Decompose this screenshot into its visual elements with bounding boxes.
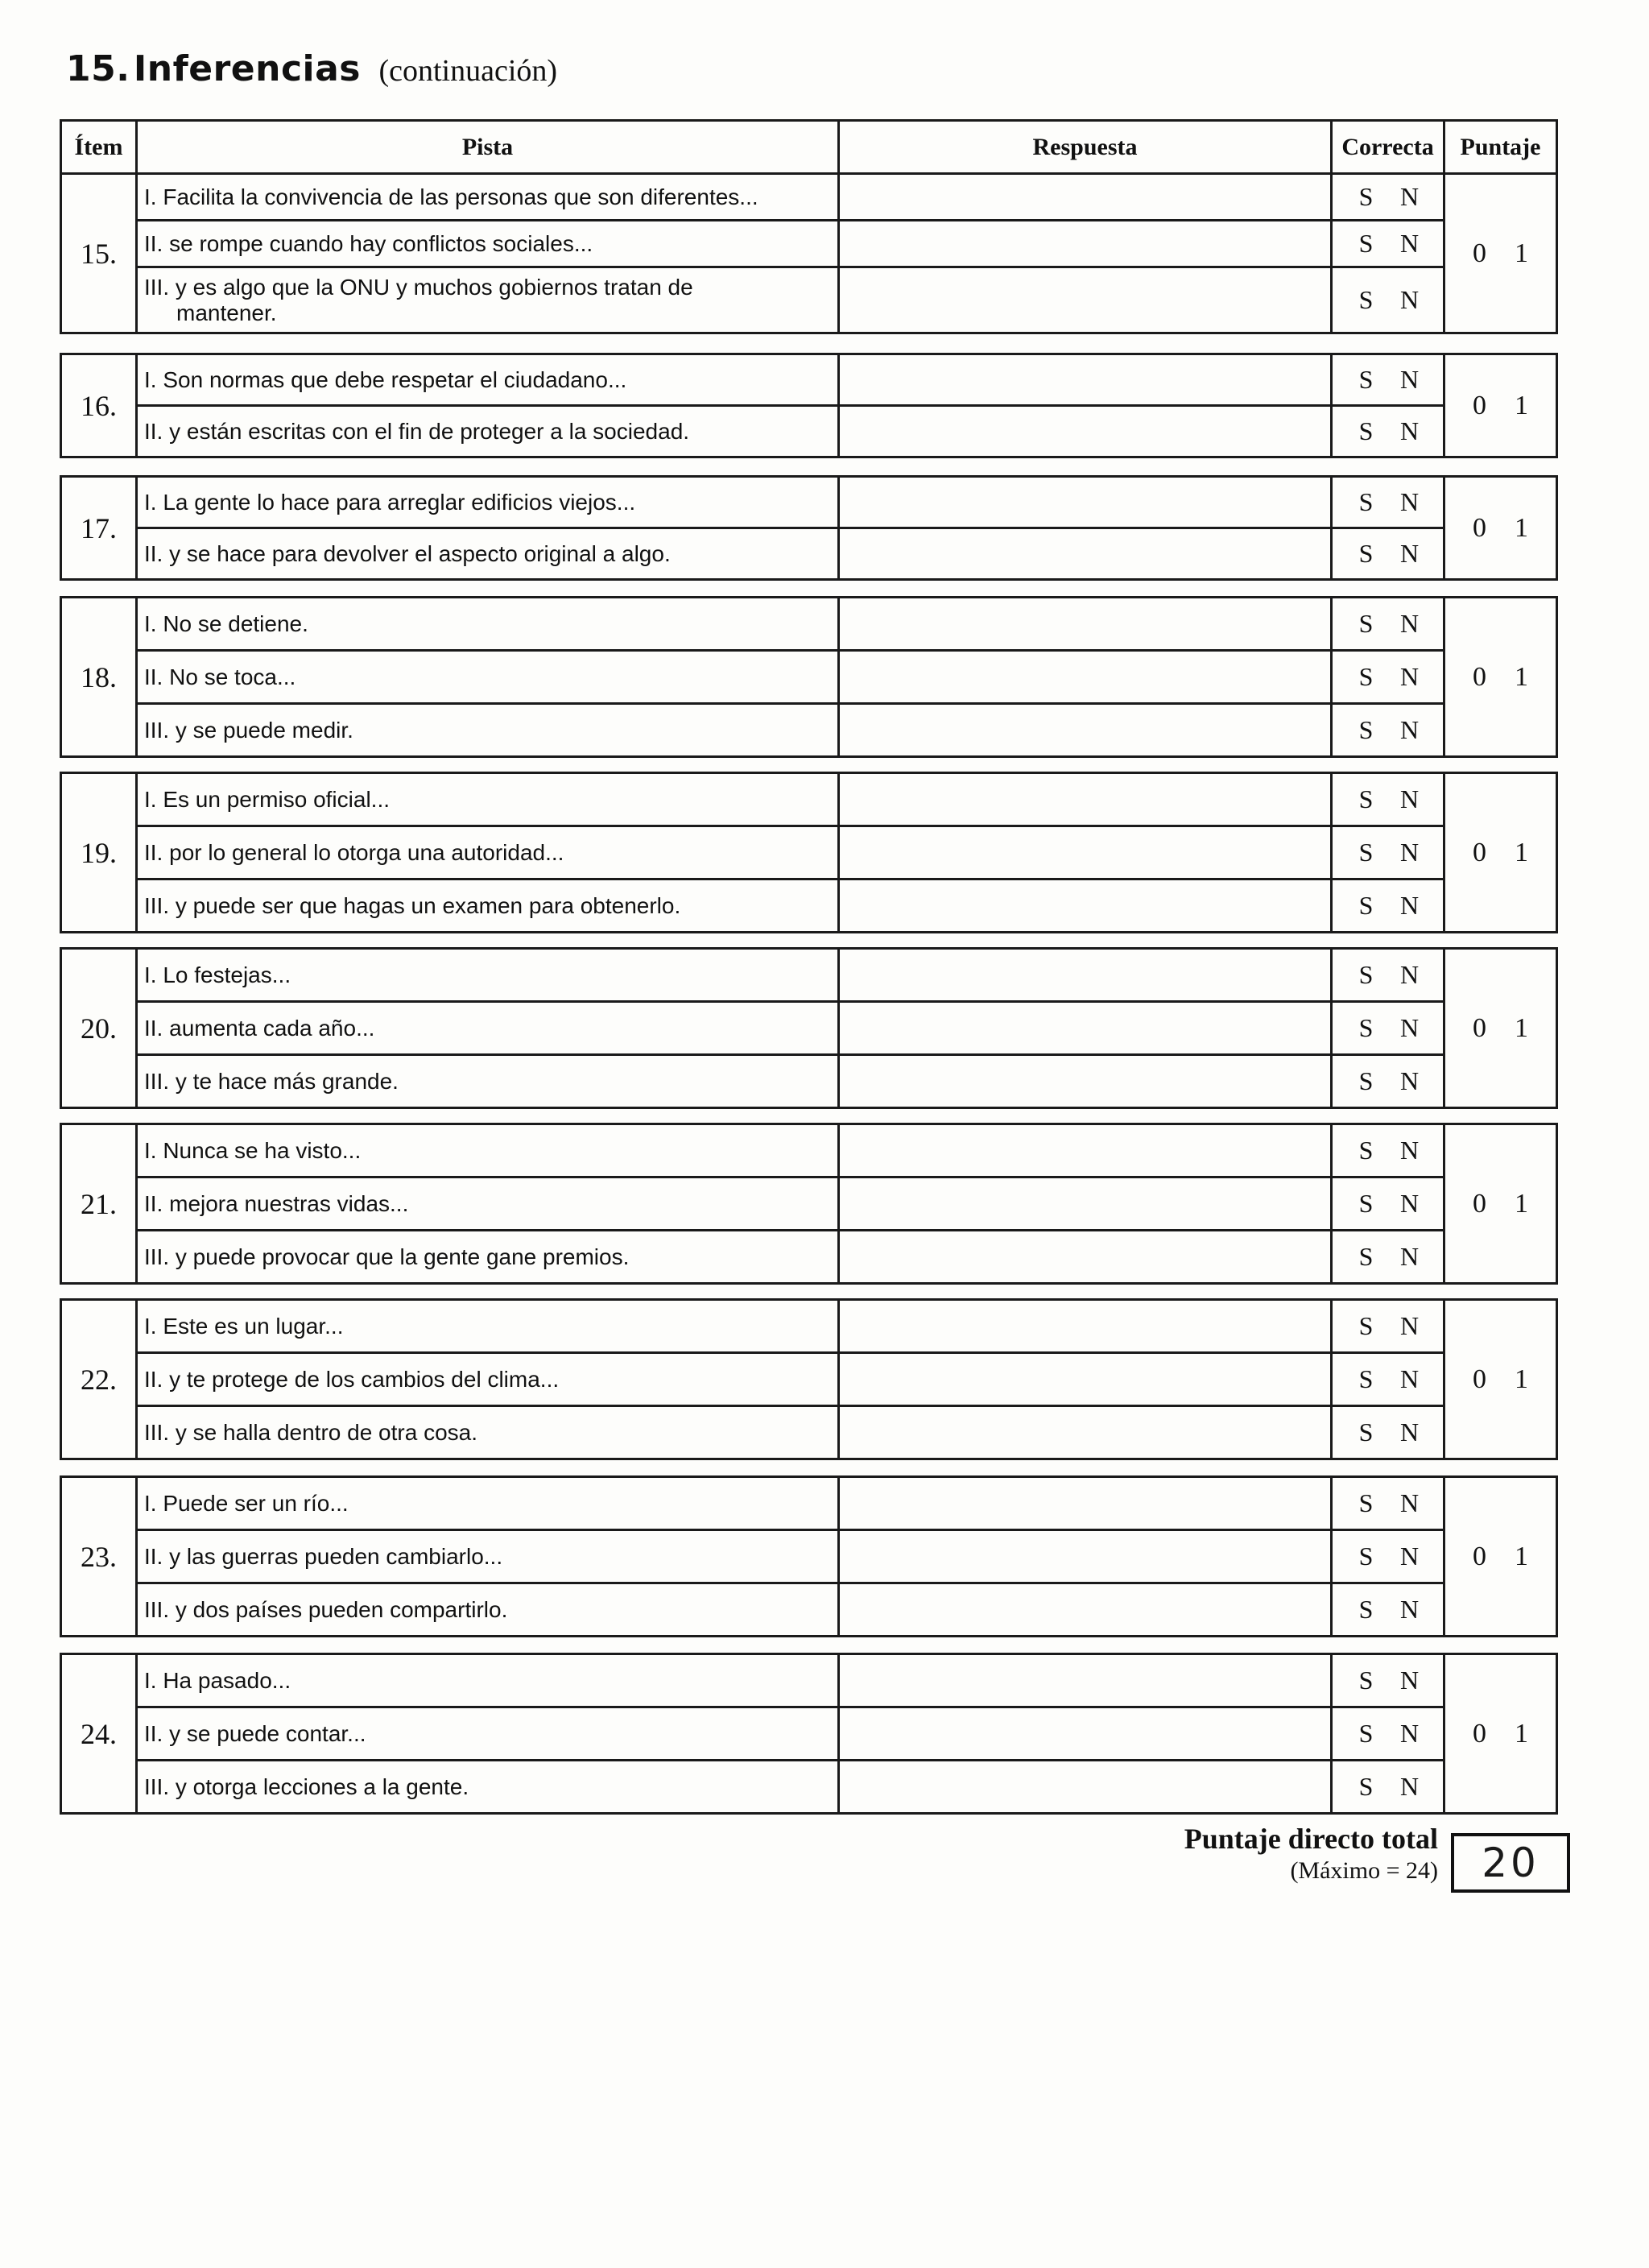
option-n[interactable]: N bbox=[1399, 229, 1420, 258]
score-one[interactable]: 1 bbox=[1515, 512, 1528, 543]
score-zero[interactable]: 0 bbox=[1473, 1012, 1486, 1043]
item-table bbox=[60, 1653, 1558, 1815]
correct-choice bbox=[1332, 1002, 1444, 1055]
clue-line: I. Es un permiso oficial... bbox=[144, 786, 391, 812]
option-s[interactable]: S bbox=[1358, 662, 1374, 691]
answer-field[interactable] bbox=[839, 406, 1332, 457]
clue-line: II. y se puede contar... bbox=[144, 1720, 366, 1746]
option-s[interactable]: S bbox=[1358, 715, 1374, 744]
answer-field[interactable] bbox=[839, 1707, 1332, 1761]
correct-choice bbox=[1332, 598, 1444, 651]
item-row bbox=[61, 267, 1557, 333]
clue-text bbox=[137, 651, 839, 704]
option-n[interactable]: N bbox=[1399, 1189, 1420, 1218]
clue-line: II. y las guerras pueden cambiarlo... bbox=[144, 1543, 503, 1569]
section-heading bbox=[66, 48, 557, 89]
clue-line: III. y puede ser que hagas un examen para obtenerlo. bbox=[144, 892, 681, 918]
clue-line: I. Son normas que debe respetar el ciudadano... bbox=[144, 366, 627, 392]
option-n[interactable]: N bbox=[1399, 1013, 1420, 1042]
item-row bbox=[61, 1583, 1557, 1637]
item-number: 17. bbox=[61, 477, 137, 580]
score-one[interactable]: 1 bbox=[1515, 837, 1528, 867]
clue-text bbox=[137, 477, 839, 528]
option-n[interactable]: N bbox=[1399, 838, 1420, 867]
score-zero[interactable]: 0 bbox=[1473, 390, 1486, 420]
option-n[interactable]: N bbox=[1399, 784, 1420, 813]
clue-line: III. y se halla dentro de otra cosa. bbox=[144, 1419, 478, 1445]
clue-line: I. Facilita la convivencia de las personas que son diferentes... bbox=[144, 184, 758, 209]
score-choice bbox=[1444, 174, 1557, 333]
answer-field[interactable] bbox=[839, 1124, 1332, 1177]
clue-line: I. La gente lo hace para arreglar edificios viejos... bbox=[144, 489, 636, 515]
answer-field[interactable] bbox=[839, 174, 1332, 221]
item-row bbox=[61, 1477, 1557, 1530]
clue-text bbox=[137, 1406, 839, 1459]
option-s[interactable]: S bbox=[1358, 416, 1374, 445]
correct-choice bbox=[1332, 1761, 1444, 1814]
answer-field[interactable] bbox=[839, 1406, 1332, 1459]
clue-line: II. aumenta cada año... bbox=[144, 1015, 375, 1041]
item-table bbox=[60, 353, 1558, 458]
clue-text bbox=[137, 949, 839, 1002]
option-s[interactable]: S bbox=[1358, 1595, 1374, 1624]
clue-line: mantener. bbox=[176, 300, 277, 325]
option-s[interactable]: S bbox=[1358, 487, 1374, 516]
option-s[interactable]: S bbox=[1358, 1719, 1374, 1748]
total-score-label-block bbox=[1047, 1822, 1438, 1885]
answer-field[interactable] bbox=[839, 477, 1332, 528]
score-one[interactable]: 1 bbox=[1515, 390, 1528, 420]
answer-field[interactable] bbox=[839, 221, 1332, 267]
clue-text bbox=[137, 1231, 839, 1284]
option-s[interactable]: S bbox=[1358, 784, 1374, 813]
option-n[interactable]: N bbox=[1399, 365, 1420, 394]
correct-choice bbox=[1332, 354, 1444, 406]
option-s[interactable]: S bbox=[1358, 891, 1374, 920]
item-number: 19. bbox=[61, 773, 137, 933]
clue-text bbox=[137, 174, 839, 221]
option-n[interactable]: N bbox=[1399, 1595, 1420, 1624]
score-one[interactable]: 1 bbox=[1515, 1364, 1528, 1394]
score-one[interactable]: 1 bbox=[1515, 661, 1528, 692]
column-header-correct: Correcta bbox=[1332, 121, 1444, 174]
clue-text bbox=[137, 1124, 839, 1177]
answer-field[interactable] bbox=[839, 651, 1332, 704]
option-s[interactable]: S bbox=[1358, 1666, 1374, 1695]
clue-text bbox=[137, 598, 839, 651]
item-table bbox=[60, 1298, 1558, 1460]
clue-line: I. Lo festejas... bbox=[144, 962, 291, 987]
item-row bbox=[61, 773, 1557, 826]
option-s[interactable]: S bbox=[1358, 1772, 1374, 1801]
option-n[interactable]: N bbox=[1399, 1136, 1420, 1165]
answer-field[interactable] bbox=[839, 1055, 1332, 1108]
correct-choice bbox=[1332, 1055, 1444, 1108]
answer-field[interactable] bbox=[839, 1353, 1332, 1406]
correct-choice bbox=[1332, 1231, 1444, 1284]
column-header-item: Ítem bbox=[61, 121, 137, 174]
item-row bbox=[61, 221, 1557, 267]
correct-choice bbox=[1332, 1406, 1444, 1459]
clue-line: II. y están escritas con el fin de proteger a la sociedad. bbox=[144, 418, 690, 444]
item-table bbox=[60, 1123, 1558, 1285]
option-s[interactable]: S bbox=[1358, 1066, 1374, 1095]
option-n[interactable]: N bbox=[1399, 1364, 1420, 1393]
answer-field[interactable] bbox=[839, 528, 1332, 580]
correct-choice bbox=[1332, 949, 1444, 1002]
item-number: 15. bbox=[61, 174, 137, 333]
item-number: 16. bbox=[61, 354, 137, 457]
option-n[interactable]: N bbox=[1399, 609, 1420, 638]
answer-field[interactable] bbox=[839, 1177, 1332, 1231]
option-s[interactable]: S bbox=[1358, 182, 1374, 211]
correct-choice bbox=[1332, 1353, 1444, 1406]
answer-field[interactable] bbox=[839, 1654, 1332, 1707]
score-choice bbox=[1444, 1477, 1557, 1637]
option-n[interactable]: N bbox=[1399, 1542, 1420, 1571]
section-subtitle: (continuación) bbox=[378, 54, 558, 88]
clue-line: I. Puede ser un río... bbox=[144, 1490, 349, 1516]
option-n[interactable]: N bbox=[1399, 662, 1420, 691]
option-s[interactable]: S bbox=[1358, 365, 1374, 394]
clue-line: I. Este es un lugar... bbox=[144, 1313, 344, 1339]
option-s[interactable]: S bbox=[1358, 1418, 1374, 1446]
correct-choice bbox=[1332, 477, 1444, 528]
item-table bbox=[60, 1475, 1558, 1637]
score-choice bbox=[1444, 773, 1557, 933]
clue-text bbox=[137, 1300, 839, 1353]
clue-text bbox=[137, 773, 839, 826]
item-number: 20. bbox=[61, 949, 137, 1108]
option-s[interactable]: S bbox=[1358, 1136, 1374, 1165]
item-row bbox=[61, 406, 1557, 457]
option-s[interactable]: S bbox=[1358, 838, 1374, 867]
correct-choice bbox=[1332, 1300, 1444, 1353]
answer-field[interactable] bbox=[839, 354, 1332, 406]
score-choice bbox=[1444, 354, 1557, 457]
column-header-score: Puntaje bbox=[1444, 121, 1557, 174]
item-row bbox=[61, 1002, 1557, 1055]
option-n[interactable]: N bbox=[1399, 1488, 1420, 1517]
answer-field[interactable] bbox=[839, 1530, 1332, 1583]
correct-choice bbox=[1332, 1707, 1444, 1761]
item-row bbox=[61, 879, 1557, 933]
clue-line: II. y se hace para devolver el aspecto original a algo. bbox=[144, 540, 671, 566]
item-number: 21. bbox=[61, 1124, 137, 1284]
clue-line: II. se rompe cuando hay conflictos sociales... bbox=[144, 230, 593, 256]
score-zero[interactable]: 0 bbox=[1473, 1541, 1486, 1571]
clue-line: II. y te protege de los cambios del clima... bbox=[144, 1366, 560, 1392]
option-n[interactable]: N bbox=[1399, 715, 1420, 744]
clue-text bbox=[137, 528, 839, 580]
item-row bbox=[61, 174, 1557, 221]
answer-field[interactable] bbox=[839, 1002, 1332, 1055]
clue-line: III. y dos países pueden compartirlo. bbox=[144, 1596, 508, 1622]
clue-text bbox=[137, 704, 839, 757]
score-choice bbox=[1444, 1300, 1557, 1459]
item-number: 24. bbox=[61, 1654, 137, 1814]
item-row bbox=[61, 1654, 1557, 1707]
item-row bbox=[61, 826, 1557, 879]
item-table bbox=[60, 119, 1558, 334]
total-score-box[interactable] bbox=[1451, 1833, 1570, 1893]
answer-field[interactable] bbox=[839, 1761, 1332, 1814]
correct-choice bbox=[1332, 1177, 1444, 1231]
correct-choice bbox=[1332, 651, 1444, 704]
item-row bbox=[61, 704, 1557, 757]
option-n[interactable]: N bbox=[1399, 416, 1420, 445]
clue-line: III. y es algo que la ONU y muchos gobiernos tratan de bbox=[144, 274, 693, 300]
answer-field[interactable] bbox=[839, 704, 1332, 757]
answer-field[interactable] bbox=[839, 1231, 1332, 1284]
item-table bbox=[60, 947, 1558, 1109]
item-row bbox=[61, 1231, 1557, 1284]
answer-field[interactable] bbox=[839, 1583, 1332, 1637]
clue-text bbox=[137, 267, 839, 333]
item-row bbox=[61, 1055, 1557, 1108]
correct-choice bbox=[1332, 1654, 1444, 1707]
answer-field[interactable] bbox=[839, 267, 1332, 333]
option-n[interactable]: N bbox=[1399, 285, 1420, 314]
score-choice bbox=[1444, 598, 1557, 757]
section-title: Inferencias bbox=[133, 48, 361, 89]
answer-field[interactable] bbox=[839, 1477, 1332, 1530]
item-number: 18. bbox=[61, 598, 137, 757]
answer-field[interactable] bbox=[839, 773, 1332, 826]
clue-text bbox=[137, 879, 839, 933]
clue-text bbox=[137, 354, 839, 406]
column-header-answer: Respuesta bbox=[839, 121, 1332, 174]
correct-choice bbox=[1332, 406, 1444, 457]
option-n[interactable]: N bbox=[1399, 487, 1420, 516]
total-score-label: Puntaje directo total bbox=[1184, 1823, 1438, 1855]
item-row bbox=[61, 1353, 1557, 1406]
score-zero[interactable]: 0 bbox=[1473, 661, 1486, 692]
correct-choice bbox=[1332, 528, 1444, 580]
clue-line: I. No se detiene. bbox=[144, 610, 308, 636]
option-n[interactable]: N bbox=[1399, 539, 1420, 568]
total-score-max: (Máximo = 24) bbox=[1290, 1857, 1438, 1884]
option-n[interactable]: N bbox=[1399, 1719, 1420, 1748]
option-s[interactable]: S bbox=[1358, 960, 1374, 989]
answer-field[interactable] bbox=[839, 1300, 1332, 1353]
score-choice bbox=[1444, 1654, 1557, 1814]
clue-text bbox=[137, 1002, 839, 1055]
score-zero[interactable]: 0 bbox=[1473, 1718, 1486, 1749]
option-n[interactable]: N bbox=[1399, 1242, 1420, 1271]
clue-text bbox=[137, 1654, 839, 1707]
clue-text bbox=[137, 1353, 839, 1406]
item-row bbox=[61, 1761, 1557, 1814]
item-row bbox=[61, 354, 1557, 406]
correct-choice bbox=[1332, 221, 1444, 267]
score-zero[interactable]: 0 bbox=[1473, 1188, 1486, 1219]
option-s[interactable]: S bbox=[1358, 229, 1374, 258]
score-zero[interactable]: 0 bbox=[1473, 512, 1486, 543]
item-row bbox=[61, 1530, 1557, 1583]
option-s[interactable]: S bbox=[1358, 539, 1374, 568]
score-one[interactable]: 1 bbox=[1515, 1718, 1528, 1749]
score-one[interactable]: 1 bbox=[1515, 238, 1528, 268]
score-choice bbox=[1444, 477, 1557, 580]
item-number: 22. bbox=[61, 1300, 137, 1459]
clue-text bbox=[137, 1477, 839, 1530]
clue-line: III. y otorga lecciones a la gente. bbox=[144, 1773, 469, 1799]
answer-field[interactable] bbox=[839, 826, 1332, 879]
correct-choice bbox=[1332, 267, 1444, 333]
clue-line: I. Nunca se ha visto... bbox=[144, 1137, 362, 1163]
clue-text bbox=[137, 1177, 839, 1231]
clue-text bbox=[137, 221, 839, 267]
item-table bbox=[60, 772, 1558, 933]
clue-text bbox=[137, 1530, 839, 1583]
option-s[interactable]: S bbox=[1358, 1242, 1374, 1271]
correct-choice bbox=[1332, 1477, 1444, 1530]
item-table bbox=[60, 475, 1558, 581]
option-s[interactable]: S bbox=[1358, 1189, 1374, 1218]
item-row bbox=[61, 1177, 1557, 1231]
score-zero[interactable]: 0 bbox=[1473, 837, 1486, 867]
correct-choice bbox=[1332, 879, 1444, 933]
score-choice bbox=[1444, 1124, 1557, 1284]
score-one[interactable]: 1 bbox=[1515, 1541, 1528, 1571]
option-s[interactable]: S bbox=[1358, 609, 1374, 638]
item-row bbox=[61, 1406, 1557, 1459]
clue-text bbox=[137, 1761, 839, 1814]
option-n[interactable]: N bbox=[1399, 1066, 1420, 1095]
correct-choice bbox=[1332, 704, 1444, 757]
clue-line: III. y te hace más grande. bbox=[144, 1068, 399, 1094]
answer-field[interactable] bbox=[839, 879, 1332, 933]
score-choice bbox=[1444, 949, 1557, 1108]
score-zero[interactable]: 0 bbox=[1473, 238, 1486, 268]
clue-line: I. Ha pasado... bbox=[144, 1667, 291, 1693]
option-n[interactable]: N bbox=[1399, 960, 1420, 989]
clue-text bbox=[137, 826, 839, 879]
item-row bbox=[61, 1300, 1557, 1353]
correct-choice bbox=[1332, 1124, 1444, 1177]
option-s[interactable]: S bbox=[1358, 285, 1374, 314]
option-n[interactable]: N bbox=[1399, 182, 1420, 211]
item-row bbox=[61, 528, 1557, 580]
clue-text bbox=[137, 1707, 839, 1761]
clue-line: II. No se toca... bbox=[144, 664, 296, 689]
answer-field[interactable] bbox=[839, 598, 1332, 651]
clue-text bbox=[137, 1055, 839, 1108]
item-row bbox=[61, 598, 1557, 651]
clue-text bbox=[137, 1583, 839, 1637]
item-row bbox=[61, 1124, 1557, 1177]
correct-choice bbox=[1332, 174, 1444, 221]
option-n[interactable]: N bbox=[1399, 1418, 1420, 1446]
score-zero[interactable]: 0 bbox=[1473, 1364, 1486, 1394]
option-s[interactable]: S bbox=[1358, 1364, 1374, 1393]
header-row bbox=[61, 121, 1557, 174]
correct-choice bbox=[1332, 1583, 1444, 1637]
section-number: 15. bbox=[66, 48, 130, 89]
correct-choice bbox=[1332, 1530, 1444, 1583]
clue-line: III. y se puede medir. bbox=[144, 717, 353, 743]
answer-field[interactable] bbox=[839, 949, 1332, 1002]
option-s[interactable]: S bbox=[1358, 1311, 1374, 1340]
item-table bbox=[60, 596, 1558, 758]
score-one[interactable]: 1 bbox=[1515, 1012, 1528, 1043]
option-n[interactable]: N bbox=[1399, 1772, 1420, 1801]
clue-text bbox=[137, 406, 839, 457]
correct-choice bbox=[1332, 773, 1444, 826]
clue-line: III. y puede provocar que la gente gane premios. bbox=[144, 1244, 630, 1269]
item-row bbox=[61, 1707, 1557, 1761]
option-s[interactable]: S bbox=[1358, 1542, 1374, 1571]
column-header-clue: Pista bbox=[137, 121, 839, 174]
total-score-value: 20 bbox=[1482, 1840, 1539, 1886]
item-row bbox=[61, 949, 1557, 1002]
option-n[interactable]: N bbox=[1399, 1311, 1420, 1340]
clue-line: II. mejora nuestras vidas... bbox=[144, 1190, 409, 1216]
correct-choice bbox=[1332, 826, 1444, 879]
clue-line: II. por lo general lo otorga una autoridad... bbox=[144, 839, 564, 865]
item-row bbox=[61, 651, 1557, 704]
option-n[interactable]: N bbox=[1399, 1666, 1420, 1695]
option-s[interactable]: S bbox=[1358, 1488, 1374, 1517]
option-n[interactable]: N bbox=[1399, 891, 1420, 920]
item-row bbox=[61, 477, 1557, 528]
item-number: 23. bbox=[61, 1477, 137, 1637]
score-one[interactable]: 1 bbox=[1515, 1188, 1528, 1219]
option-s[interactable]: S bbox=[1358, 1013, 1374, 1042]
